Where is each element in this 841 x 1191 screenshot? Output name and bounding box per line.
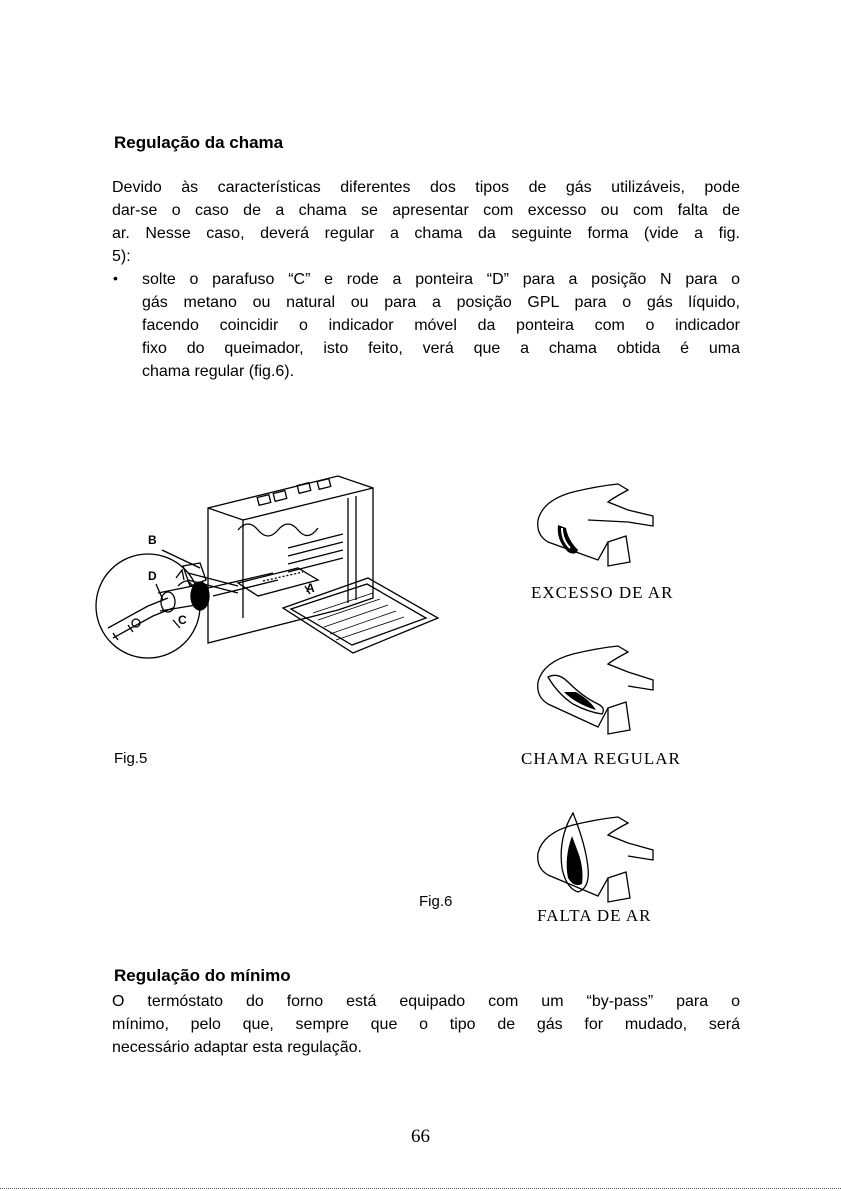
oven-burner-illustration: [88, 468, 448, 678]
page-number: 66: [411, 1126, 430, 1147]
flame-label-excess: EXCESSO DE AR: [531, 583, 674, 602]
section-title-minimum: Regulação do mínimo: [114, 966, 291, 985]
flame-regular-icon: [528, 642, 668, 742]
intro-line: Devido às características diferentes dos tipos de gás utilizáveis, pode: [112, 179, 740, 196]
flame-label-regular: CHAMA REGULAR: [521, 749, 681, 768]
bullet-paragraph: [142, 268, 740, 383]
section-title-flame: Regulação da chama: [114, 133, 284, 152]
minimum-line: O termóstato do forno está equipado com um “by-pass” para o: [112, 993, 740, 1010]
bullet-line: chama regular (fig.6).: [142, 363, 295, 380]
bullet-line: solte o parafuso “C” e rode a ponteira “D” para a posição N para o: [142, 271, 740, 288]
figure5-caption: Fig.5: [114, 750, 148, 767]
intro-line: dar-se o caso de a chama se apresentar com excesso ou com falta de: [112, 202, 740, 219]
minimum-paragraph: [112, 990, 740, 1059]
label-a: A: [306, 581, 315, 595]
bullet-line: gás metano ou natural ou para a posição GPL para o gás líquido,: [142, 294, 740, 311]
intro-line: 5):: [112, 248, 131, 265]
label-c: C: [178, 613, 187, 627]
bullet-marker: •: [113, 270, 118, 286]
page-bottom-rule: [0, 1188, 841, 1189]
bullet-line: facendo coincidir o indicador móvel da ponteira com o indicador: [142, 317, 740, 334]
intro-paragraph: [112, 176, 740, 268]
minimum-line: mínimo, pelo que, sempre que o tipo de gás for mudado, será: [112, 1016, 740, 1033]
flame-excess-air-icon: [528, 480, 668, 570]
flame-label-lack: FALTA DE AR: [537, 906, 652, 925]
figure6-caption: Fig.6: [419, 893, 453, 910]
flame-lack-air-icon: [528, 808, 668, 908]
intro-line: ar. Nesse caso, deverá regular a chama da seguinte forma (vide a fig.: [112, 225, 740, 242]
minimum-line: necessário adaptar esta regulação.: [112, 1039, 362, 1056]
label-b: B: [148, 533, 157, 547]
bullet-line: fixo do queimador, isto feito, verá que a chama obtida é uma: [142, 340, 740, 357]
label-d: D: [148, 569, 157, 583]
